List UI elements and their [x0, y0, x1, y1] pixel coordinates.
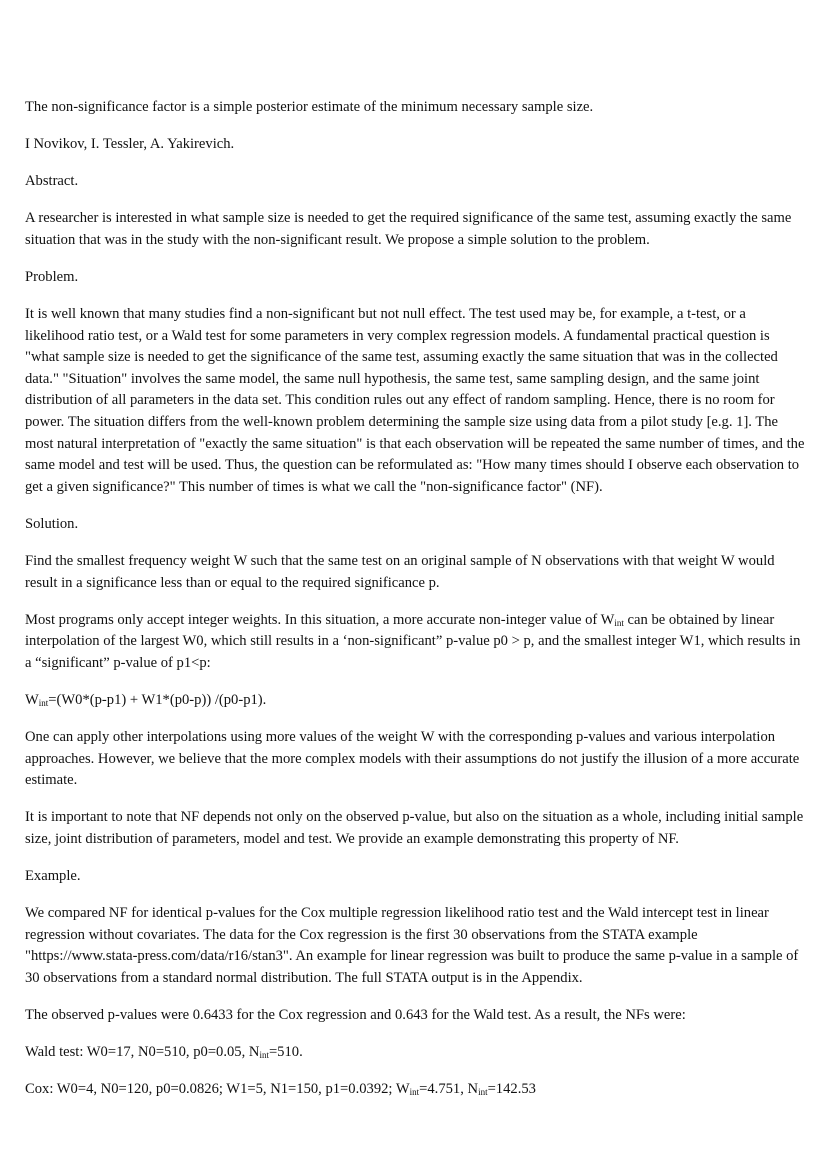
formula-rest: =(W0*(p-p1) + W1*(p0-p)) /(p0-p1).: [48, 691, 267, 708]
wald-text-before: Wald test: W0=17, N0=510, p0=0.05, N: [25, 1044, 260, 1061]
example-text: We compared NF for identical p-values for the Cox multiple regression likelihood ratio test and the Wald intercept test in linear regression without covariates. The data for the Cox regression is the first 30 observations from the STATA example "https://www.stata-press.com/data/r16/stan3". An example for linear regression was built to produce the same p-value in a sample of 30 observations from a standard normal distribution. The full STATA output is in the Appendix.: [25, 905, 799, 986]
example-heading: Example.: [25, 868, 81, 885]
observed-pvalues-text: The observed p-values were 0.6433 for the Cox regression and 0.643 for the Wald test. As a result, the NFs were:: [25, 1007, 686, 1023]
cox-subscript-2: int: [478, 1087, 488, 1098]
cox-text-mid: =4.751, N: [419, 1081, 479, 1098]
solution-heading: Solution.: [25, 515, 79, 532]
abstract-text: A researcher is interested in what sample size is needed to get the required significance of the same test, assuming exactly the same situation that was in the study with the non-significant result. We propose a simple solution to the problem.: [25, 210, 792, 248]
nf-dependence-text: It is important to note that NF depends not only on the observed p-value, but also on the situation as a whole, including initial sample size, joint distribution of parameters, model and test. We provide an example demonstrating this property of NF.: [25, 809, 804, 847]
interpolation-text: One can apply other interpolations using more values of the weight W with the corresponding p-values and various interpolation approaches. However, we believe that the more complex models with their assumptions do not justify the illusion of a more accurate estimate.: [25, 729, 800, 789]
cox-result: [25, 1079, 805, 1101]
problem-heading: Problem.: [25, 268, 79, 285]
problem-text: It is well known that many studies find a non-significant but not null effect. The test used may be, for example, a t-test, or a likelihood ratio test, or a Wald test for some parameters in very complex regression models. A fundamental practical question is "what sample size is needed to get the significance of the same test, assuming exactly the same situation that was in the collected data." "Situation" involves the same model, the same null hypothesis, the same test, same sampling design, and the same joint distribution of all parameters in the data set. This condition rules out any effect of random sampling. Hence, there is no room for power. The situation differs from the well-known problem determining the sample size using data from a pilot study [e.g. 1]. The most natural interpretation of "exactly the same situation" is that each observation will be repeated the same number of times, and the same model and test will be used. Thus, the question can be reformulated as: "How many times should I observe each observation to get a given significance?" This number of times is what we call the "non-significance factor" (NF).: [25, 306, 805, 495]
solution-text: Find the smallest frequency weight W such that the same test on an original sample of N observations with that weight W would result in a significance less than or equal to the required significance p.: [25, 553, 775, 591]
integer-subscript: int: [614, 617, 624, 628]
integer-weights-paragraph: [25, 610, 805, 675]
wald-subscript: int: [259, 1050, 269, 1061]
cox-text-before: Cox: W0=4, N0=120, p0=0.0826; W1=5, N1=150, p1=0.0392; W: [25, 1081, 410, 1098]
integer-text-after: can be obtained by linear interpolation of the largest W0, which still results in a ‘non-significant” p-value p0 > p, and the smallest integer W1, which results in a “significant” p-value of p1<p:: [25, 611, 801, 671]
formula-subscript: int: [38, 697, 49, 708]
wald-result: [25, 1042, 805, 1064]
integer-text-before: Most programs only accept integer weights. In this situation, a more accurate non-integer value of W: [25, 611, 615, 628]
interpolation-formula: [25, 690, 805, 712]
authors: I Novikov, I. Tessler, A. Yakirevich.: [25, 136, 235, 153]
wald-text-after: =510.: [268, 1044, 303, 1061]
formula-w: W: [25, 691, 39, 708]
paper-page: [25, 97, 805, 1116]
abstract-heading: Abstract.: [25, 173, 79, 190]
cox-text-after: =142.53: [487, 1081, 536, 1098]
cox-subscript-1: int: [409, 1087, 420, 1098]
paper-title: The non-significance factor is a simple posterior estimate of the minimum necessary sample size.: [25, 99, 594, 115]
